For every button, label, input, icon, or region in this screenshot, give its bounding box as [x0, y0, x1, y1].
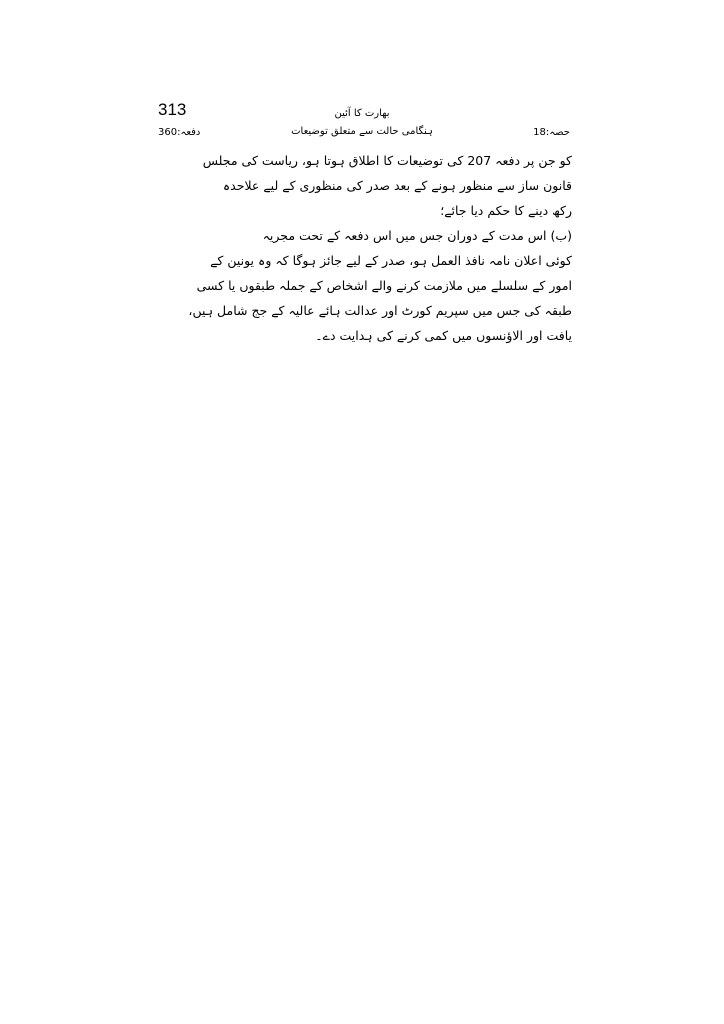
running-header-subtitle: ہنگامی حالت سے متعلق توضیعات	[291, 126, 433, 137]
body-line: یافت اور الاؤنسوں میں کمی کرنے کی ہدایت دے۔	[315, 328, 572, 343]
page-number: 313	[158, 100, 187, 119]
running-header-title: بھارت کا آئین	[334, 108, 390, 119]
body-line: امور کے سلسلے میں ملازمت کرنے والے اشخاص کے جملہ طبقوں یا کسی	[196, 278, 572, 293]
body-line: رکھ دینے کا حکم دیا جائے؛	[440, 203, 572, 218]
body-line: کوئی اعلان نامہ نافذ العمل ہو، صدر کے لیے جائز ہوگا کہ وہ یونین کے	[210, 253, 572, 268]
body-line: قانون ساز سے منظور ہونے کے بعد صدر کی منظوری کے لیے علاحدہ	[222, 178, 572, 193]
body-line: (ب) اس مدت کے دوران جس میں اس دفعہ کے تحت مجریہ	[262, 228, 572, 243]
article-label: دفعہ:360	[158, 127, 201, 138]
body-line: کو جن پر دفعہ 207 کی توضیعات کا اطلاق ہوتا ہو، ریاست کی مجلس	[202, 153, 572, 168]
part-label: حصہ:18	[533, 127, 570, 138]
body-line: طبقہ کی جس میں سپریم کورٹ اور عدالت ہائے عالیہ کے جج شامل ہیں،	[188, 303, 572, 318]
body-text	[188, 148, 572, 348]
